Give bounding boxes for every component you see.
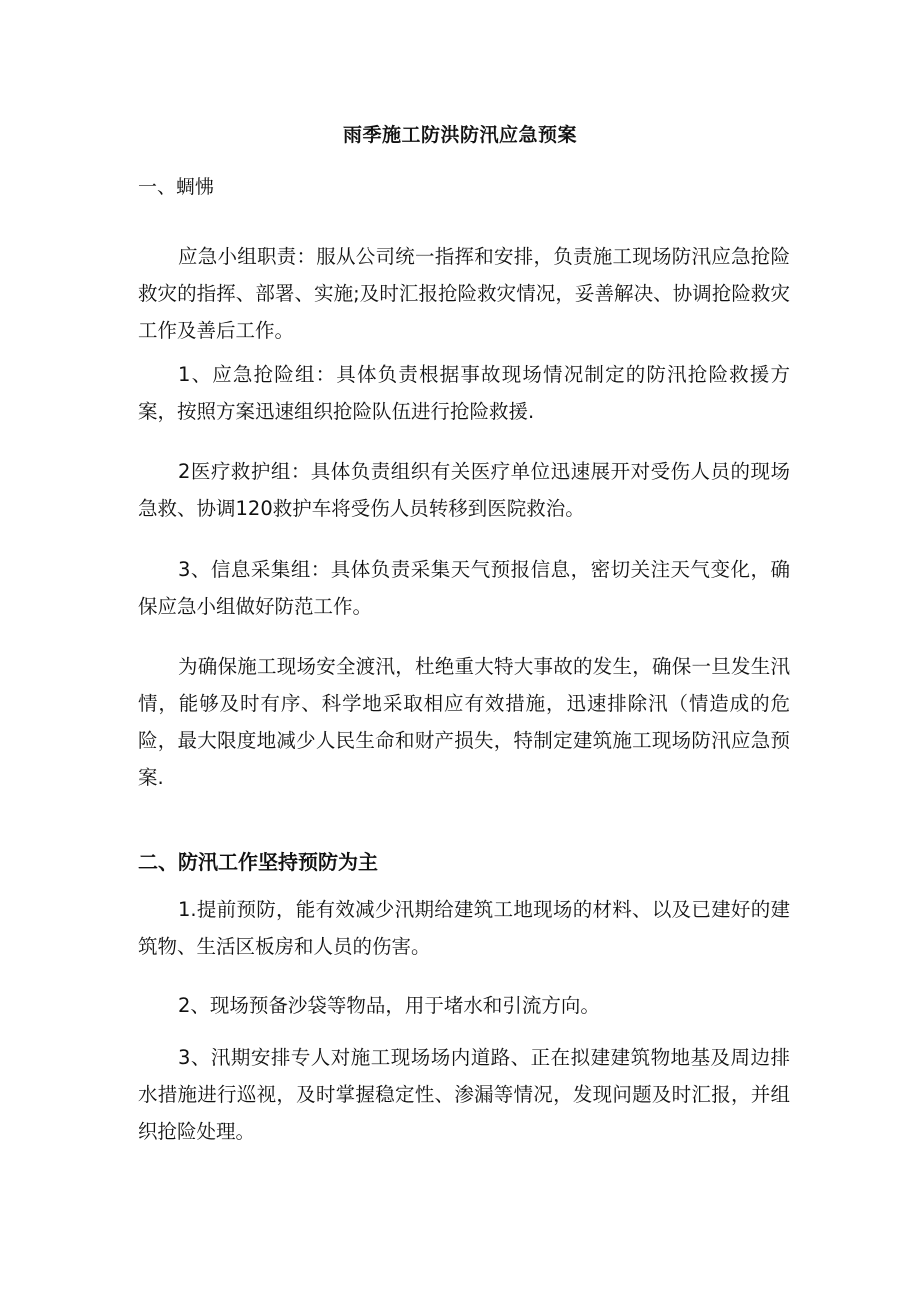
paragraph-responsibilities: 应急小组职责：服从公司统一指挥和安排，负责施工现场防汛应急抢险救灾的指挥、部署、实施;及时汇报抢险救灾情况，妥善解决、协调抢险救灾工作及善后工作。 bbox=[138, 245, 790, 342]
paragraph-info-group: 3、信息采集组：具体负责采集天气预报信息，密切关注天气变化，确保应急小组做好防范工作。 bbox=[138, 558, 790, 618]
paragraph-prevention-2: 2、现场预备沙袋等物品，用于堵水和引流方向。 bbox=[178, 994, 600, 1017]
document-title: 雨季施工防洪防汛应急预案 bbox=[342, 124, 577, 146]
section-2-heading: 二、防汛工作坚持预防为主 bbox=[138, 850, 378, 874]
paragraph-medical-group: 2医疗救护组：具体负责组织有关医疗单位迅速展开对受伤人员的现场急救、协调120救护车将受伤人员转移到医院救治。 bbox=[138, 460, 790, 520]
section-1-heading: 一、蜩怫 bbox=[138, 176, 215, 198]
paragraph-rescue-group: 1、应急抢险组：具体负责根据事故现场情况制定的防汛抢险救援方案，按照方案迅速组织抢险队伍进行抢险救援. bbox=[138, 363, 790, 423]
paragraph-prevention-1: 1.提前预防，能有效减少汛期给建筑工地现场的材料、以及已建好的建筑物、生活区板房和人员的伤害。 bbox=[138, 898, 790, 958]
paragraph-prevention-3: 3、汛期安排专人对施工现场场内道路、正在拟建建筑物地基及周边排水措施进行巡视，及时掌握稳定性、渗漏等情况，发现问题及时汇报，并组织抢险处理。 bbox=[138, 1046, 790, 1143]
paragraph-purpose: 为确保施工现场安全渡汛，杜绝重大特大事故的发生，确保一旦发生汛情，能够及时有序、科学地采取相应有效措施，迅速排除汛（情造成的危险，最大限度地减少人民生命和财产损失，特制定建筑施工现场防汛应急预案. bbox=[138, 655, 790, 789]
